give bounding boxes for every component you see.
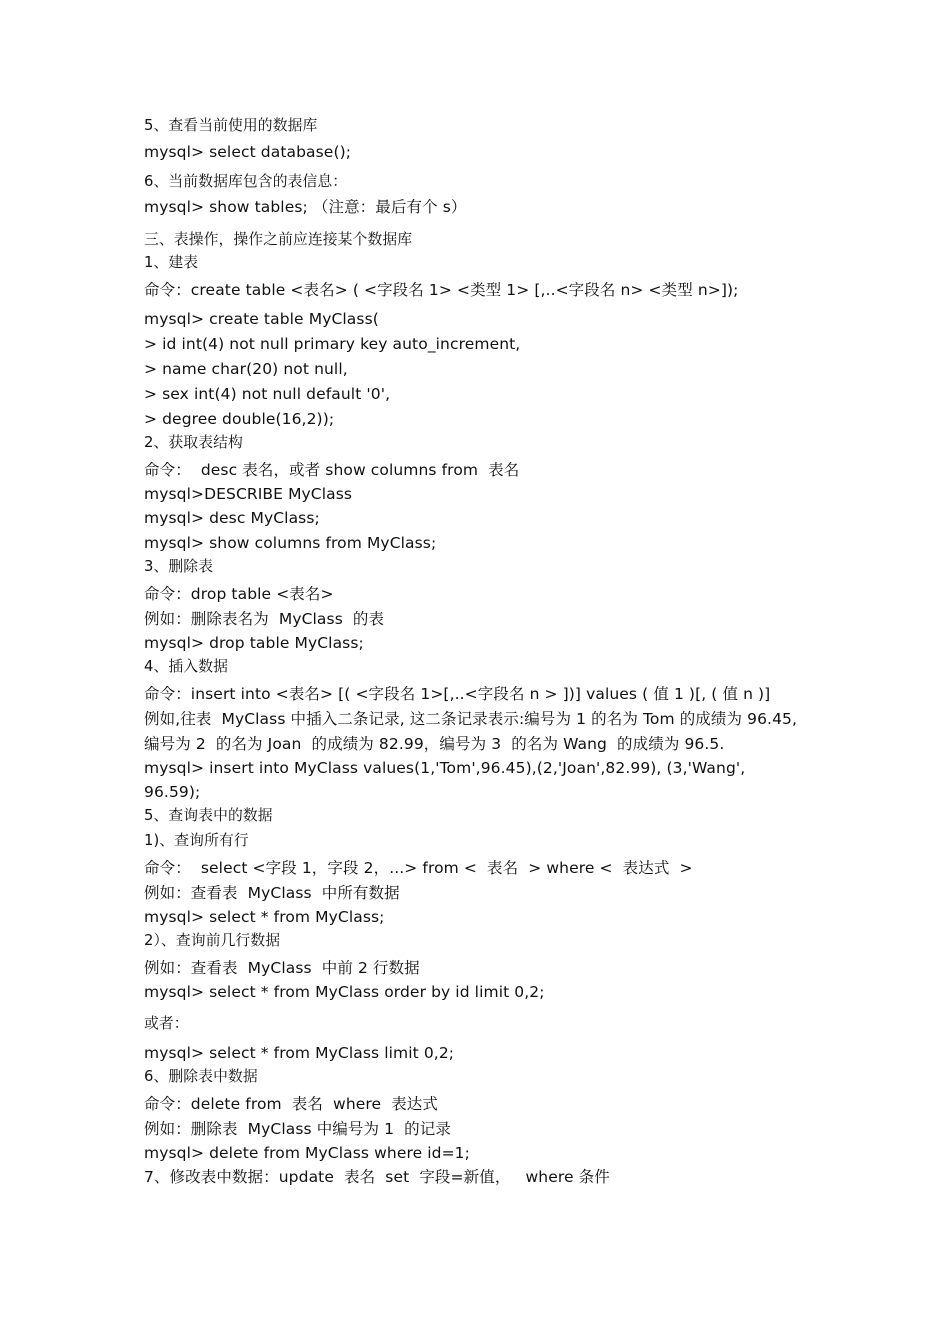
command-line: 96.59); bbox=[144, 783, 201, 801]
chapter-heading: 三、表操作，操作之前应连接某个数据库 bbox=[144, 231, 413, 248]
subsection-heading: 1)、查询所有行 bbox=[144, 832, 249, 849]
command-line: mysql> create table MyClass( bbox=[144, 310, 379, 328]
command-line: mysql> show columns from MyClass; bbox=[144, 534, 437, 552]
example-line: 例如：删除表 MyClass 中编号为 1 的记录 bbox=[144, 1120, 451, 1138]
section-heading: 7、修改表中数据：update 表名 set 字段=新值， where 条件 bbox=[144, 1168, 610, 1186]
section-heading: 3、删除表 bbox=[144, 558, 214, 575]
section-heading: 2、获取表结构 bbox=[144, 434, 243, 451]
command-line: > name char(20) not null, bbox=[144, 360, 348, 378]
syntax-line: 命令：drop table <表名> bbox=[144, 585, 334, 603]
syntax-line: 命令：create table <表名> ( <字段名 1> <类型 1> [,..<字段名 n> <类型 n>]); bbox=[144, 281, 739, 299]
command-line: mysql> desc MyClass; bbox=[144, 509, 320, 527]
command-line: mysql> delete from MyClass where id=1; bbox=[144, 1144, 470, 1162]
example-line: 例如：查看表 MyClass 中前 2 行数据 bbox=[144, 959, 420, 977]
command-line: mysql> select * from MyClass; bbox=[144, 908, 385, 926]
section-heading: 5、查询表中的数据 bbox=[144, 807, 273, 824]
syntax-line: 命令： desc 表名，或者 show columns from 表名 bbox=[144, 461, 520, 479]
command-line: mysql> select database(); bbox=[144, 143, 352, 161]
section-heading: 6、删除表中数据 bbox=[144, 1068, 258, 1085]
example-line: 例如：删除表名为 MyClass 的表 bbox=[144, 610, 385, 628]
section-heading: 6、当前数据库包含的表信息： bbox=[144, 173, 348, 190]
example-line: 例如：查看表 MyClass 中所有数据 bbox=[144, 884, 400, 902]
example-line: 例如,往表 MyClass 中插入二条记录, 这二条记录表示:编号为 1 的名为 Tom 的成绩为 96.45, bbox=[144, 710, 798, 728]
example-line: 编号为 2 的名为 Joan 的成绩为 82.99，编号为 3 的名为 Wang 的成绩为 96.5. bbox=[144, 735, 725, 753]
section-heading: 4、插入数据 bbox=[144, 658, 228, 675]
section-heading: 1、建表 bbox=[144, 254, 199, 271]
subsection-heading: 2）、查询前几行数据 bbox=[144, 932, 281, 949]
command-line: > id int(4) not null primary key auto_increment, bbox=[144, 335, 521, 353]
command-line: mysql> drop table MyClass; bbox=[144, 634, 364, 652]
command-line: mysql> show tables; （注意：最后有个 s） bbox=[144, 198, 467, 216]
command-line: mysql>DESCRIBE MyClass bbox=[144, 485, 353, 503]
syntax-line: 命令： select <字段 1，字段 2，...> from < 表名 > where < 表达式 > bbox=[144, 859, 693, 877]
command-line: mysql> insert into MyClass values(1,'Tom',96.45),(2,'Joan',82.99), (3,'Wang', bbox=[144, 759, 746, 777]
syntax-line: 命令：delete from 表名 where 表达式 bbox=[144, 1095, 438, 1113]
text-line: 或者： bbox=[144, 1015, 189, 1032]
command-line: mysql> select * from MyClass limit 0,2; bbox=[144, 1044, 455, 1062]
command-line: mysql> select * from MyClass order by id limit 0,2; bbox=[144, 983, 545, 1001]
syntax-line: 命令：insert into <表名> [( <字段名 1>[,..<字段名 n > ])] values ( 值 1 )[, ( 值 n )] bbox=[144, 685, 771, 703]
command-line: > degree double(16,2)); bbox=[144, 410, 335, 428]
section-heading: 5、查看当前使用的数据库 bbox=[144, 117, 318, 134]
command-line: > sex int(4) not null default '0', bbox=[144, 385, 391, 403]
